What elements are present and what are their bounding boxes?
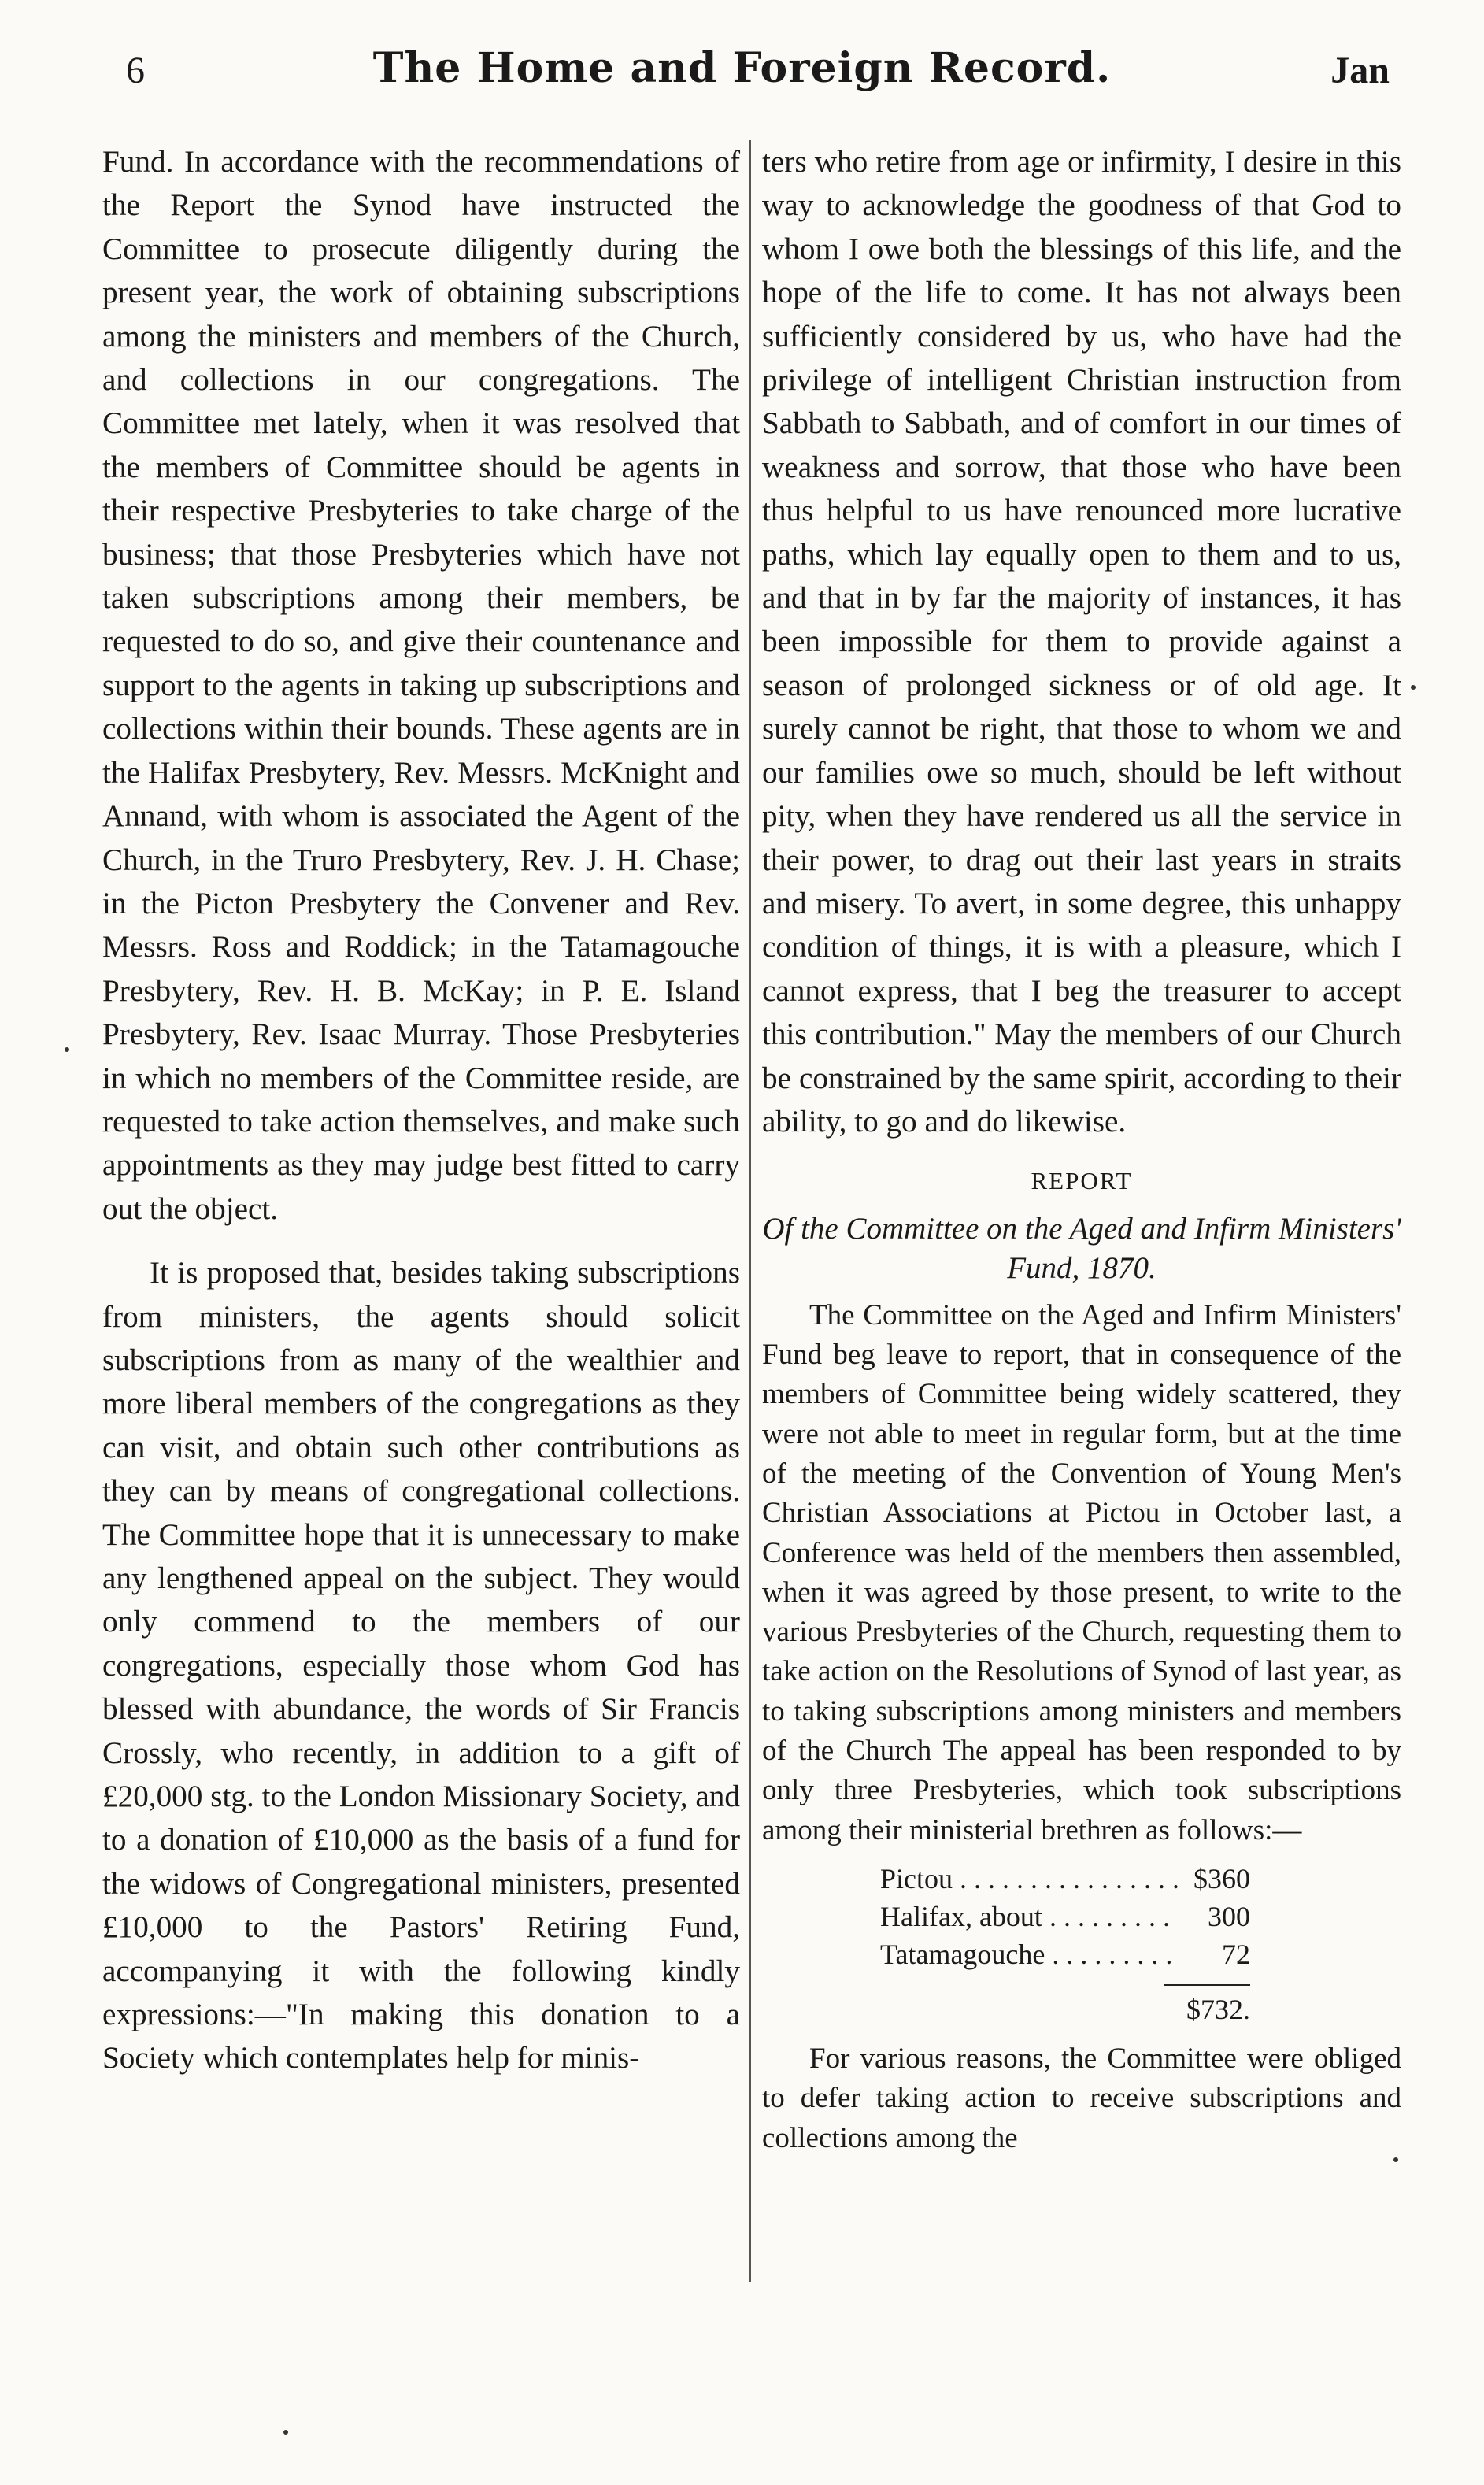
column-divider xyxy=(749,140,751,2282)
left-column xyxy=(102,140,740,2080)
tally-amount: $360 xyxy=(1193,1862,1250,1894)
print-speck xyxy=(1411,685,1416,690)
tally-amount: 300 xyxy=(1208,1900,1250,1932)
tally-row xyxy=(880,1860,1250,1898)
tally-total: $732. xyxy=(1186,1993,1250,2025)
left-paragraph-2: It is proposed that, besides taking subscriptions from ministers, the agents should solicit subscriptions from as many of the wealthier and more liberal members of the congregations as they can visit, and obtain such other contributions as they can by means of congregational collections. The Committee hope that it is unnecessary to make any lengthened appeal on the subject. They would only commend to the members of our congregations, especially those whom God has blessed with abundance, the words of Sir Francis Crossly, who recently, in addition to a gift of £20,000 stg. to the London Missionary Society, and to a donation of £10,000 as the basis of a fund for the widows of Congregational ministers, presented £10,000 to the Pastors' Retiring Fund, accompanying it with the following kindly expressions:—"In making this donation to a Society which contemplates help for minis- xyxy=(102,1256,740,2076)
tally-presbytery: Tatamagouche . . . xyxy=(880,1935,1179,1973)
tally-row xyxy=(880,1898,1250,1935)
tally-sum-rule xyxy=(1164,1984,1250,1986)
tally-presbytery: Pictou . . . xyxy=(880,1860,1179,1898)
tally-amount: 72 xyxy=(1222,1938,1250,1970)
page-header xyxy=(0,44,1484,112)
report-paragraph: The Committee on the Aged and Infirm Ministers' Fund beg leave to report, that in consequence of the members of Committee being widely scattered, they were not able to meet in regular form, but at the time of the meeting of the Convention of Young Men's Christian Associations at Pictou in October last, a Conference was held of the members then assembled, when it was agreed by those present, to write to the various Presbyteries of the Church, requesting them to take action on the Resolutions of Synod of last year, as to taking subscriptions among ministers and members of the Church The appeal has been responded to by only three Presbyteries, which took subscriptions among their ministerial brethren as follows:— xyxy=(762,1298,1401,1846)
left-paragraph-1: Fund. In accordance with the recommendations of the Report the Synod have instructed the Committee to prosecute diligently during the present year, the work of obtaining subscriptions among the ministers and members of the Church, and collections in our congregations. The Committee met lately, when it was resolved that the members of Committee should be agents in their respective Presbyteries to take charge of the business; that those Presbyteries which have not taken subscriptions among their members, be requested to do so, and give their countenance and support to the agents in taking up subscriptions and collections within their bounds. These agents are in the Halifax Presbytery, Rev. Messrs. McKnight and Annand, with whom is associated the Agent of the Church, in the Truro Presbytery, Rev. J. H. Chase; in the Picton Presbytery the Convener and Rev. Messrs. Ross and Roddick; in the Tatamagouche Presbytery, Rev. H. B. McKay; in P. E. Island Presbytery, Rev. Isaac Murray. Those Presbyteries in which no members of the Committee reside, are requested to take action themselves, and make such appointments as they may judge best fitted to carry out the object. xyxy=(102,145,740,1226)
report-subtitle: Of the Committee on the Aged and Infirm Ministers' Fund, 1870. xyxy=(762,1211,1401,1285)
print-speck xyxy=(1393,2157,1398,2162)
right-continuation-paragraph: ters who retire from age or infirmity, I desire in this way to acknowledge the goodness of that God to whom I owe both the blessings of this life, and the hope of the life to come. It has not always been sufficiently considered by us, who have had the privilege of intelligent Christian instruction from Sabbath to Sabbath, and of comfort in our times of weakness and sorrow, that those who have been thus helpful to us have renounced more lucrative paths, which lay equally open to them and to us, and that in by far the majority of instances, it has been impossible for them to provide against a season of prolonged sickness or of old age. It surely cannot be right, that those to whom we and our families owe so much, should be left without pity, when they have rendered us all the service in their power, to drag out their last years in straits and misery. To avert, in some degree, this unhappy condition of things, it is with a pleasure, which I cannot express, that I beg the treasurer to accept this contribution." May the members of our Church be constrained by the same spirit, according to their ability, to go and do likewise. xyxy=(762,145,1401,1139)
header-month: Jan xyxy=(1330,50,1390,91)
report-heading: REPORT xyxy=(1031,1167,1133,1195)
page-number: 6 xyxy=(126,50,145,91)
subscription-tally xyxy=(880,1860,1401,2028)
closing-paragraph: For various reasons, the Committee were obliged to defer taking action to receive subscriptions and collections among the xyxy=(762,2042,1401,2154)
tally-row xyxy=(880,1935,1250,1973)
print-speck xyxy=(283,2430,288,2435)
tally-presbytery: Halifax, about . . . xyxy=(880,1898,1179,1935)
running-title: The Home and Foreign Record. xyxy=(372,44,1112,92)
print-speck xyxy=(65,1047,69,1052)
right-column xyxy=(762,140,1401,2158)
